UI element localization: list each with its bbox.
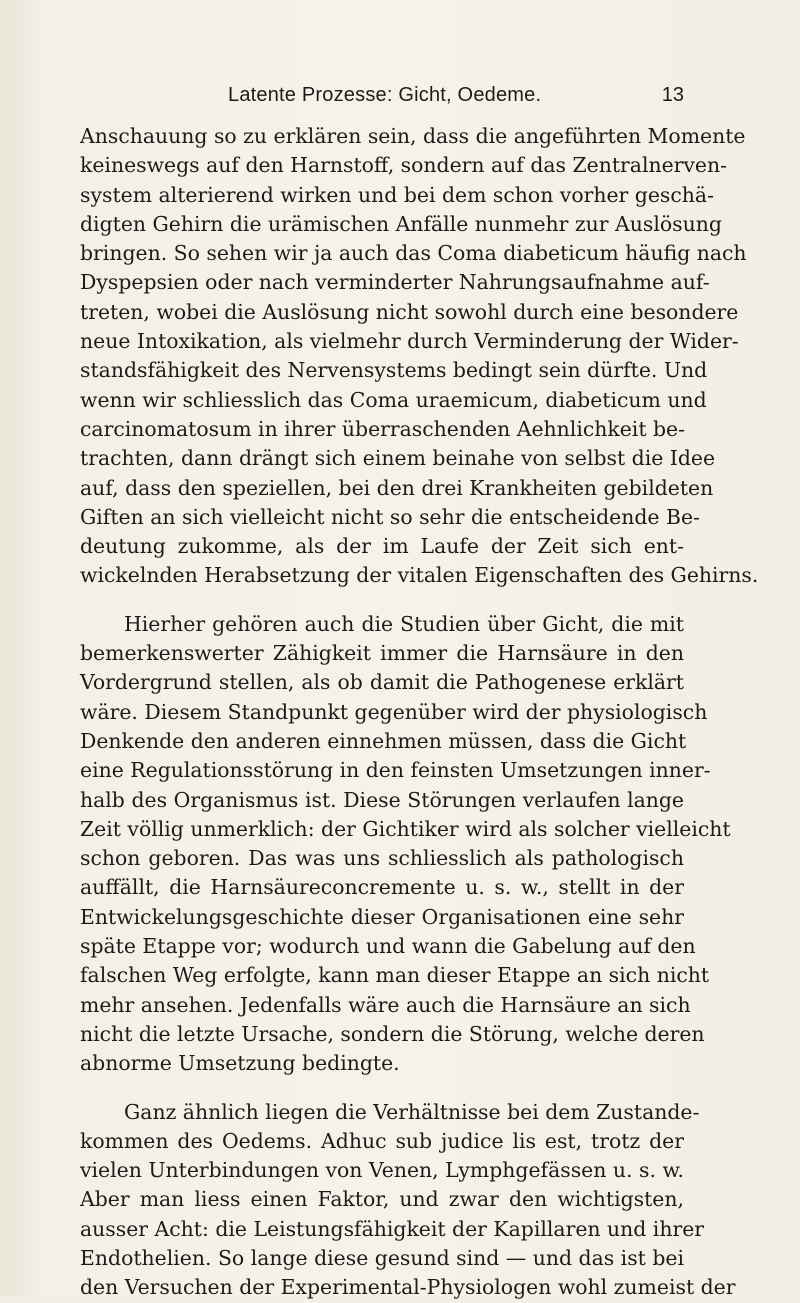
text-line: eine Regulationsstörung in den feinsten Umsetzungen inner- — [80, 758, 711, 783]
text-line: wenn wir schliesslich das Coma uraemicum, diabeticum und — [80, 387, 707, 412]
running-title: Latente Prozesse: Gicht, Oedeme. — [228, 84, 542, 106]
text-line: Endothelien. So lange diese gesund sind — und das ist bei — [80, 1245, 684, 1270]
text-line: bemerkenswerter Zähigkeit immer die Harnsäure in den — [80, 641, 684, 666]
text-line: Denkende den anderen einnehmen müssen, dass die Gicht — [80, 728, 687, 753]
text-line: Ganz ähnlich liegen die Verhältnisse bei dem Zustande- — [124, 1099, 700, 1124]
page-number: 13 — [661, 84, 684, 106]
text-line: auffällt, die Harnsäureconcremente u. s. w., stellt in der — [80, 875, 684, 900]
text-line: Entwickelungsgeschichte dieser Organisationen eine sehr — [80, 904, 684, 929]
running-header — [80, 84, 684, 114]
text-line: neue Intoxikation, als vielmehr durch Verminderung der Wider- — [80, 329, 739, 354]
text-line: vielen Unterbindungen von Venen, Lymphgefässen u. s. w. — [80, 1158, 684, 1183]
text-line: auf, dass den speziellen, bei den drei Krankheiten gebildeten — [80, 475, 714, 500]
text-line: trachten, dann drängt sich einem beinahe von selbst die Idee — [80, 446, 716, 471]
text-line: Aber man liess einen Faktor, und zwar den wichtigsten, — [80, 1187, 684, 1212]
text-line: Giften an sich vielleicht nicht so sehr die entscheidende Be- — [80, 504, 700, 529]
paragraph-gout — [80, 610, 731, 1079]
paragraph-coma — [80, 122, 759, 591]
text-line: wickelnden Herabsetzung der vitalen Eigenschaften des Gehirns. — [80, 563, 759, 588]
text-line: ausser Acht: die Leistungsfähigkeit der Kapillaren und ihrer — [80, 1216, 705, 1241]
text-line: Hierher gehören auch die Studien über Gicht, die mit — [124, 611, 684, 636]
text-line: mehr ansehen. Jedenfalls wäre auch die Harnsäure an sich — [80, 992, 691, 1017]
text-line: späte Etappe vor; wodurch und wann die Gabelung auf den — [80, 934, 696, 959]
text-line: Dyspepsien oder nach verminderter Nahrungsaufnahme auf- — [80, 270, 710, 295]
text-line: carcinomatosum in ihrer überraschenden Aehnlichkeit be- — [80, 416, 686, 441]
text-line: falschen Weg erfolgte, kann man dieser Etappe an sich nicht — [80, 963, 710, 988]
text-line: Zeit völlig unmerklich: der Gichtiker wird als solcher vielleicht — [80, 816, 731, 841]
text-line: wäre. Diesem Standpunkt gegenüber wird der physiologisch — [80, 699, 708, 724]
body-text — [80, 122, 759, 1303]
text-line: digten Gehirn die urämischen Anfälle nunmehr zur Auslösung — [80, 211, 722, 236]
text-line: standsfähigkeit des Nervensystems bedingt sein dürfte. Und — [80, 358, 708, 383]
text-line: bringen. So sehen wir ja auch das Coma diabeticum häufig nach — [80, 241, 747, 266]
text-line: kommen des Oedems. Adhuc sub judice lis est, trotz der — [80, 1128, 684, 1153]
text-line: deutung zukomme, als der im Laufe der Zeit sich ent- — [80, 534, 684, 559]
text-line: den Versuchen der Experimental-Physiologen wohl zumeist der — [80, 1275, 736, 1300]
text-line: halb des Organismus ist. Diese Störungen verlaufen lange — [80, 787, 684, 812]
text-line: schon geboren. Das was uns schliesslich als pathologisch — [80, 846, 684, 871]
text-line: Anschauung so zu erklären sein, dass die angeführten Momente — [80, 124, 746, 148]
text-line: keineswegs auf den Harnstoff, sondern auf das Zentralnerven- — [80, 153, 728, 178]
text-line: nicht die letzte Ursache, sondern die Störung, welche deren — [80, 1021, 705, 1046]
paragraph-oedema — [80, 1098, 736, 1303]
text-line: Vordergrund stellen, als ob damit die Pathogenese erklärt — [80, 670, 684, 695]
text-line: system alterierend wirken und bei dem schon vorher geschä- — [80, 182, 714, 207]
text-line: treten, wobei die Auslösung nicht sowohl durch eine besondere — [80, 299, 739, 324]
text-line: abnorme Umsetzung bedingte. — [80, 1051, 400, 1076]
